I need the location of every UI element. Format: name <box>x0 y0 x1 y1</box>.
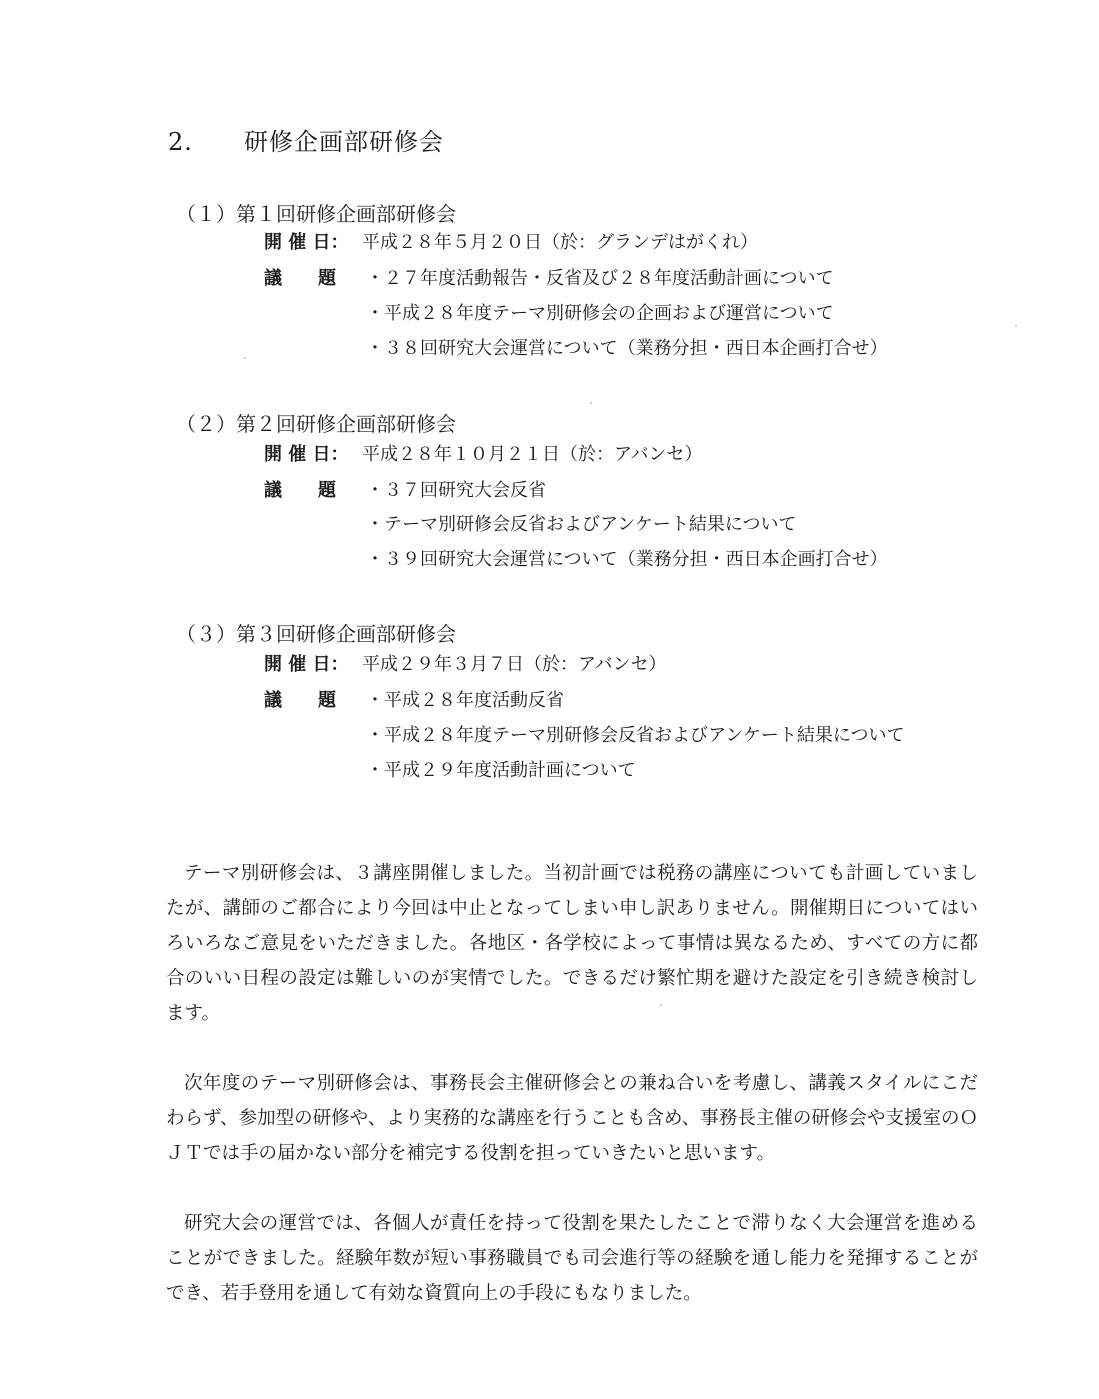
date-label: 開 催 日： <box>264 654 349 675</box>
agenda-label: 議 題 <box>264 268 336 289</box>
body-paragraph-3: 研究大会の運営では、各個人が責任を持って役割を果たしたことで滞りなく大会運営を進めることができました。経験年数が短い事務職員でも司会進行等の経験を通し能力を発揮することができ、若手登用を通して有効な資質向上の手段にもなりました。 <box>166 1213 978 1304</box>
section-title: 研修企画部研修会 <box>244 128 444 156</box>
agenda-label-row <box>264 688 364 714</box>
scan-speck <box>1015 325 1017 327</box>
scan-speck <box>660 1004 662 1006</box>
date-value: 平成２８年５月２０日（於：グランデはがくれ） <box>362 232 758 253</box>
scan-speck <box>244 357 246 359</box>
agenda-item: ・３７回研究大会反省 <box>366 480 546 501</box>
scan-speck <box>590 402 592 404</box>
meeting-title: （３）第３回研修企画部研修会 <box>176 622 456 646</box>
meeting-date-row <box>264 442 703 468</box>
agenda-item: ・平成２８年度活動反省 <box>366 690 564 711</box>
date-label: 開 催 日： <box>264 444 349 465</box>
agenda-item: ・２７年度活動報告・反省及び２８年度活動計画について <box>366 268 834 289</box>
meeting-date-row <box>264 652 667 678</box>
date-value: 平成２９年３月７日（於：アバンセ） <box>362 654 667 675</box>
agenda-item: ・３９回研究大会運営について（業務分担・西日本企画打合せ） <box>366 549 888 570</box>
agenda-item: ・平成２８年度テーマ別研修会反省およびアンケート結果について <box>366 725 905 746</box>
agenda-item: ・３８回研究大会運営について（業務分担・西日本企画打合せ） <box>366 338 888 359</box>
body-paragraph-2: 次年度のテーマ別研修会は、事務長会主催研修会との兼ね合いを考慮し、講義スタイルにこだわらず、参加型の研修や、より実務的な講座を行うことも含め、事務長主催の研修会や支援室のＯＪＴでは手の届かない部分を補完する役割を担っていきたいと思います。 <box>166 1073 978 1164</box>
agenda-label-row <box>264 266 364 292</box>
agenda-item: ・テーマ別研修会反省およびアンケート結果について <box>366 514 797 535</box>
section-number: 2. <box>168 128 193 156</box>
agenda-label-row <box>264 478 364 504</box>
agenda-item: ・平成２９年度活動計画について <box>366 760 636 781</box>
agenda-item: ・平成２８年度テーマ別研修会の企画および運営について <box>366 303 834 324</box>
meeting-title: （１）第１回研修企画部研修会 <box>176 202 456 226</box>
meeting-date-row <box>264 230 758 256</box>
body-paragraph-1: テーマ別研修会は、３講座開催しました。当初計画では税務の講座についても計画していましたが、講師のご都合により今回は中止となってしまい申し訳ありません。開催期日についてはいろいろなご意見をいただきました。各地区・各学校によって事情は異なるため、すべての方に都合のいい日程の設定は難しいのが実情でした。できるだけ繁忙期を避けた設定を引き続き検討します。 <box>166 863 978 1024</box>
agenda-label: 議 題 <box>264 480 336 501</box>
meeting-title: （２）第２回研修企画部研修会 <box>176 412 456 436</box>
agenda-label: 議 題 <box>264 690 336 711</box>
date-value: 平成２８年１０月２１日（於：アバンセ） <box>362 444 703 465</box>
section-heading <box>168 122 444 157</box>
date-label: 開 催 日： <box>264 232 349 253</box>
